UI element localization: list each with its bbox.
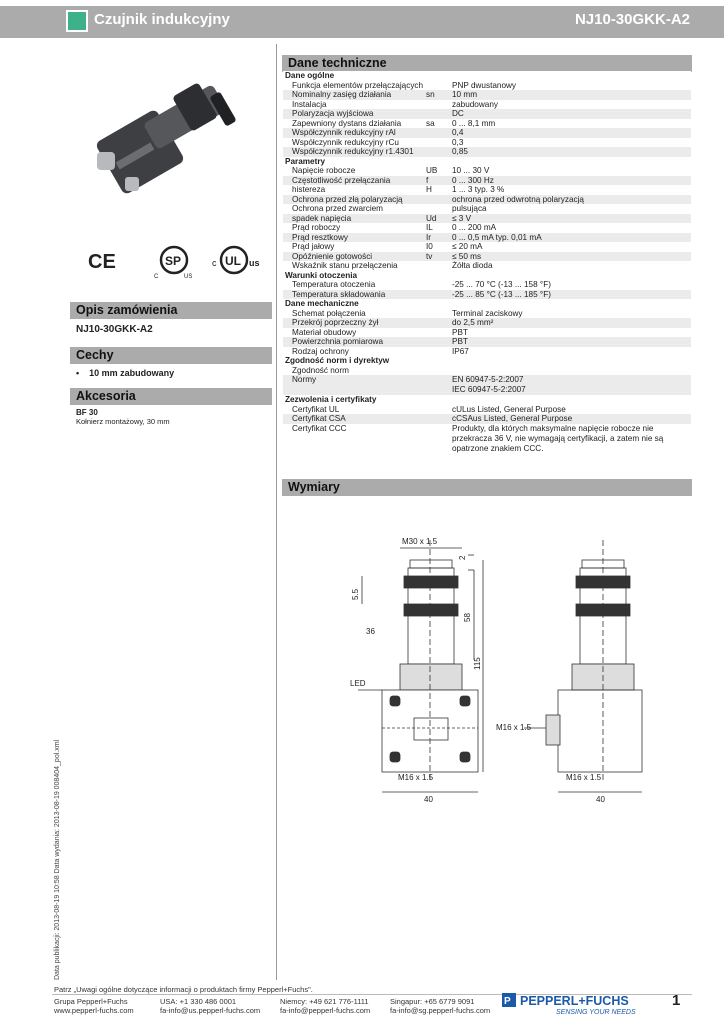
tech-cell-label: Napięcie robocze [292,166,356,175]
tech-row [283,328,691,338]
dim-36: 36 [366,627,375,636]
tech-cell-val: 10 ... 30 V [452,166,490,175]
order-heading: Opis zamówienia [70,302,272,319]
svg-text:SENSING YOUR NEEDS: SENSING YOUR NEEDS [556,1009,636,1016]
tech-cell-sym: tv [426,251,433,261]
page-number: 1 [672,992,681,1009]
tech-cell-sym [426,347,452,357]
ce-mark: CE [88,251,116,273]
tech-cell-sym: I0 [426,242,433,251]
tech-cell-label: Prąd jałowy [292,242,335,251]
tech-cell-sym: sa [426,118,435,128]
tech-row [283,119,691,129]
tech-row [283,90,691,100]
svg-text:SP: SP [165,254,182,268]
tech-cell-val: ≤ 50 ms [452,251,482,261]
tech-cell-label: Ochrona przed złą polaryzacją [292,194,403,204]
tech-cell-sym: Ir [426,232,432,242]
tech-row [283,195,691,205]
tech-cell-val: 10 mm [452,90,478,99]
tech-cell-val: cCSAus Listed, General Purpose [452,414,573,423]
tech-cell-sym [426,318,452,328]
tech-cell-sym: UB [426,166,438,175]
tech-cell-label: Współczynnik redukcyjny rCu [292,137,399,147]
dim-115: 115 [473,657,482,670]
tech-cell-val: PBT [452,337,468,346]
accessory-name: BF 30 [76,408,98,417]
tech-cell-sym [426,138,452,148]
tech-cell-val: Produkty, dla których maksymalne napięcie robocze nie przekracza 36 V, nie wymagają certyfikacji, a zatem nie są opatrzone znakiem CCC. [452,423,666,453]
tech-group-label: Zezwolenia i certyfikaty [285,395,377,404]
tech-row [283,147,691,157]
tech-row [283,337,691,347]
tech-cell-sym: Ud [426,213,437,223]
tech-cell-val: 0,3 [452,137,464,147]
dimensions-heading: Wymiary [282,479,692,496]
tech-cell-val: DC [452,109,464,118]
tech-cell-val: pulsująca [452,204,487,213]
tech-cell-val: do 2,5 mm² [452,318,494,327]
tech-group-heading [283,271,691,281]
tech-cell-label: Polaryzacja wyjściowa [292,109,374,118]
features-heading: Cechy [70,347,272,364]
svg-text:c: c [212,258,217,268]
tech-cell-val: Terminal zaciskowy [452,308,523,318]
header-green-square [66,10,88,32]
tech-cell-val: 1 ... 3 typ. 3 % [452,185,505,194]
tech-cell-label: Zapewniony dystans działania [292,118,402,128]
tech-heading: Dane techniczne [282,55,692,72]
tech-row [283,233,691,243]
header-top-band [0,0,724,6]
tech-cell-val: ≤ 3 V [452,213,472,223]
tech-cell-label: Rodzaj ochrony [292,346,349,356]
tech-cell-sym: H [426,185,432,194]
publication-meta: Data publikacji: 2013-08-19 10:58 Data wydania: 2013-08-19 008404_pol.xml [54,739,61,980]
tech-cell-label: Współczynnik redukcyjny r1.4301 [292,147,414,156]
tech-cell-label: Certyfikat CCC [292,423,347,433]
tech-cell-label: Instalacja [292,99,327,109]
tech-cell-val: 0 ... 8,1 mm [452,118,496,128]
tech-cell-val: -25 ... 85 °C (-13 ... 185 °F) [452,289,551,299]
tech-row [283,405,691,415]
tech-cell-label: Powierzchnia pomiarowa [292,337,384,346]
sensor-photo [85,82,245,202]
tech-row [283,109,691,119]
tech-group-label: Zgodność norm i dyrektyw [285,356,390,365]
tech-row [283,166,691,176]
tech-cell-val: 0 ... 200 mA [452,223,497,232]
tech-cell-sym [426,290,452,300]
tech-cell-val: Żółta dioda [452,261,493,270]
tech-cell-label: Wskaźnik stanu przełączenia [292,261,398,270]
tech-group-heading [283,299,691,309]
dim-m16-right: M16 x 1.5 [566,773,602,782]
feature-item: • 10 mm zabudowany [76,368,175,378]
dim-m16-left: M16 x 1.5 [398,773,434,782]
tech-cell-label: Prąd resztkowy [292,232,348,242]
dim-led: LED [350,679,366,688]
tech-row [283,242,691,252]
tech-cell-sym: f [426,175,429,185]
dim-40-right: 40 [596,795,605,804]
tech-cell-sym [426,261,452,271]
header-bar [0,0,724,38]
tech-cell-label: Temperatura otoczenia [292,280,376,289]
tech-cell-val [452,366,691,376]
tech-group-label: Dane mechaniczne [285,299,359,308]
tech-cell-sym: IL [426,223,433,232]
tech-table [283,71,691,454]
tech-cell-sym [426,328,452,338]
footer-note: Patrz „Uwagi ogólne dotyczące informacji o produktach firmy Pepperl+Fuchs". [54,985,313,994]
column-divider [276,44,277,980]
tech-cell-sym [426,414,452,424]
tech-cell-sym [426,204,452,214]
tech-cell-sym: sn [426,90,435,99]
tech-cell-label: Współczynnik redukcyjny rAl [292,128,396,137]
tech-cell-val: 0,85 [452,147,468,156]
tech-cell-val: ≤ 20 mA [452,242,483,251]
tech-cell-label: Częstotliwość przełączania [292,175,391,185]
tech-group-heading [283,71,691,81]
tech-cell-val: 0 ... 0,5 mA typ. 0,01 mA [452,232,542,242]
footer-col-singapore: Singapur: +65 6779 9091 fa-info@sg.pepperl-fuchs.com [390,997,491,1015]
tech-cell-sym [426,128,452,138]
tech-row [283,128,691,138]
svg-text:P: P [504,996,511,1007]
tech-cell-label: Przekrój poprzeczny żył [292,318,379,327]
tech-cell-sym [426,109,452,119]
tech-cell-val: 0 ... 300 Hz [452,175,494,185]
tech-row [283,414,691,424]
tech-cell-label: Schemat połączenia [292,308,366,318]
tech-row [283,81,691,91]
tech-cell-label: spadek napięcia [292,213,352,223]
tech-row [283,100,691,110]
tech-cell-val: 0,4 [452,128,464,137]
tech-cell-val: -25 ... 70 °C (-13 ... 158 °F) [452,280,551,289]
tech-row [283,185,691,195]
tech-row [283,214,691,224]
tech-cell-val: IP67 [452,346,469,356]
tech-row [283,138,691,148]
tech-group-heading [283,157,691,167]
tech-cell-label: Certyfikat CSA [292,414,346,423]
dim-58: 58 [463,613,472,622]
tech-group-heading [283,395,691,405]
accessory-desc: Kołnierz montażowy, 30 mm [76,417,170,426]
tech-cell-label: Prąd roboczy [292,223,341,232]
tech-cell-sym [426,309,452,319]
tech-cell-val: zabudowany [452,99,498,109]
dim-m16-side: M16 x 1.5 [496,723,532,732]
product-code: NJ10-30GKK-A2 [574,11,690,28]
tech-row [283,290,691,300]
tech-cell-sym [426,405,452,415]
svg-text:us: us [249,258,260,268]
tech-cell-sym [426,375,452,395]
dim-2: 2 [458,555,467,560]
tech-cell-label: Certyfikat UL [292,404,340,414]
footer-col-germany: Niemcy: +49 621 776-1111 fa-info@pepperl-fuchs.com [280,997,371,1015]
tech-row [283,366,691,376]
tech-row [283,204,691,214]
tech-row [283,347,691,357]
accessories-heading: Akcesoria [70,388,272,405]
tech-row [283,223,691,233]
tech-cell-label: Opóźnienie gotowości [292,251,373,261]
tech-cell-val: ochrona przed odwrotną polaryzacją [452,194,584,204]
tech-cell-val: cULus Listed, General Purpose [452,404,566,414]
tech-cell-sym [426,100,452,110]
tech-row [283,176,691,186]
svg-text:UL: UL [225,254,241,268]
dim-5-5: 5.5 [351,588,360,600]
tech-row [283,424,691,454]
tech-cell-sym [426,424,452,454]
svg-text:PEPPERL+FUCHS: PEPPERL+FUCHS [520,994,629,1008]
tech-group-label: Dane ogólne [285,71,335,80]
tech-cell-label: histereza [292,185,326,194]
tech-cell-val: PNP dwustanowy [452,80,517,90]
page-title: Czujnik indukcyjny [94,11,230,28]
tech-cell-sym [426,147,452,157]
tech-row [283,252,691,262]
tech-cell-label: Funkcja elementów przełączających [292,80,424,90]
tech-row [283,309,691,319]
footer-col-usa: USA: +1 330 486 0001 fa-info@us.pepperl-fuchs.com [160,997,261,1015]
tech-row [283,261,691,271]
footer-col-group: Grupa Pepperl+Fuchs www.pepperl-fuchs.com [54,997,134,1015]
tech-row [283,375,691,395]
tech-cell-label: Temperatura składowania [292,289,386,299]
tech-cell-sym [426,81,452,91]
svg-text:C: C [154,274,159,280]
dim-40-left: 40 [424,795,433,804]
tech-row [283,318,691,328]
tech-cell-val: EN 60947-5-2:2007 IEC 60947-5-2:2007 [452,375,526,394]
tech-cell-label: Normy [292,375,317,384]
tech-cell-sym [426,280,452,290]
tech-cell-label: Ochrona przed zwarciem [292,204,384,213]
tech-cell-val: PBT [452,327,468,337]
tech-cell-sym [426,366,452,376]
tech-cell-label: Zgodność norm [292,365,349,375]
tech-group-heading [283,356,691,366]
tech-group-label: Parametry [285,156,326,166]
dimension-drawing [278,500,718,820]
tech-cell-label: Materiał obudowy [292,327,357,337]
tech-cell-sym [426,195,452,205]
pepperl-fuchs-logo [500,990,660,1016]
tech-cell-label: Nominalny zasięg działania [292,90,392,99]
tech-row [283,280,691,290]
tech-cell-sym [426,337,452,347]
certification-logos [88,244,268,280]
tech-group-label: Warunki otoczenia [285,270,358,280]
order-code: NJ10-30GKK-A2 [76,324,153,335]
svg-text:US: US [184,274,193,280]
dim-thread: M30 x 1.5 [402,537,438,546]
